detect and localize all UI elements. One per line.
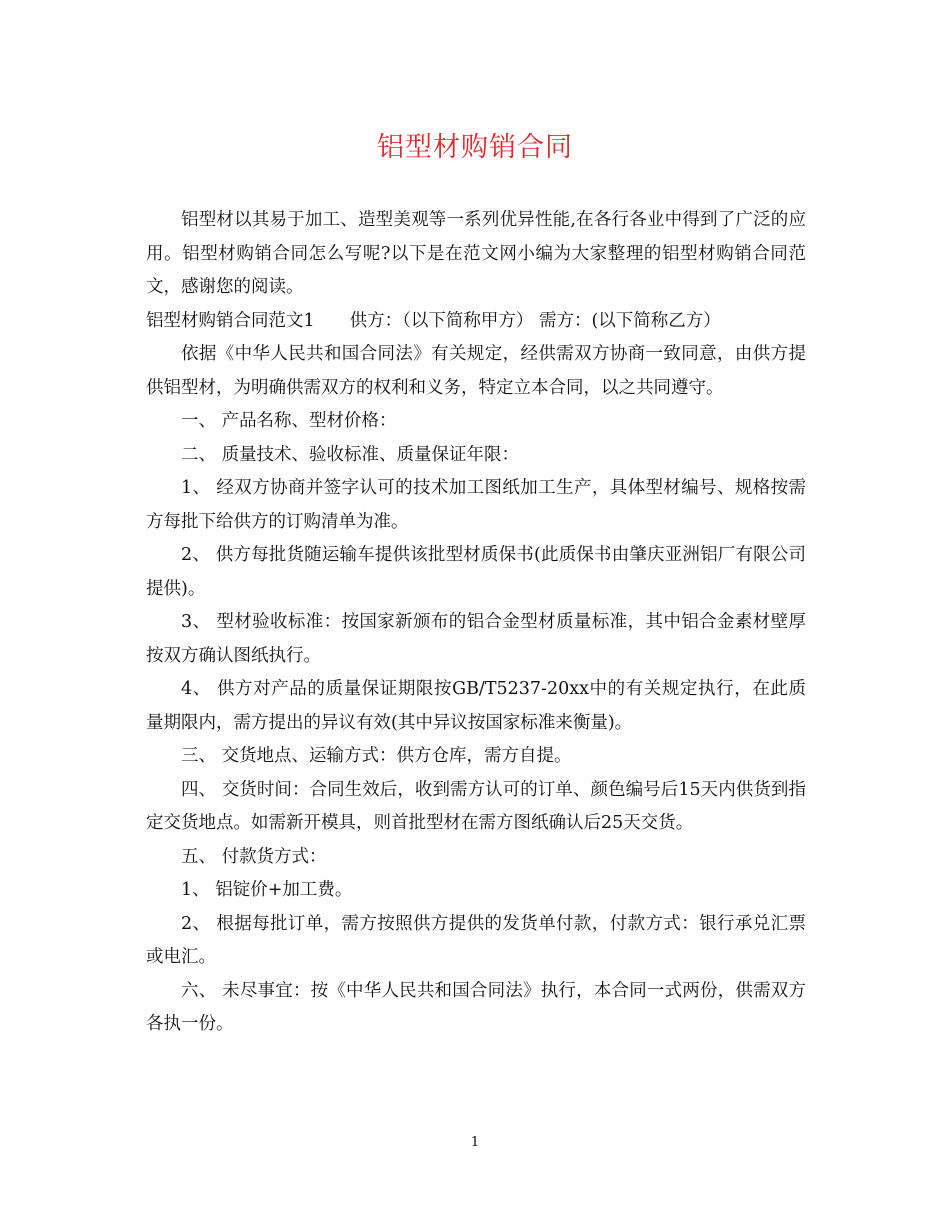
- paragraph-intro: 铝型材以其易于加工、造型美观等一系列优异性能,在各行各业中得到了广泛的应用。铝型材购销合同怎么写呢?以下是在范文网小编为大家整理的铝型材购销合同范文，感谢您的阅读。: [146, 210, 806, 297]
- paragraph-basis: 依据《中华人民共和国合同法》有关规定，经供需双方协商一致同意，由供方提供铝型材，为明确供需双方的权利和义务，特定立本合同，以之共同遵守。: [146, 344, 806, 398]
- section-heading-1: 一、 产品名称、型材价格：: [181, 411, 397, 431]
- document-title: 铝型材购销合同: [377, 132, 573, 163]
- page-number: 1: [470, 1135, 480, 1150]
- section-heading-4: 四、 交货时间：合同生效后，收到需方认可的订单、颜色编号后15天内供货到指定交货地点。如需新开模具，则首批型材在需方图纸确认后25天交货。: [146, 779, 806, 833]
- clause-2-4: 4、 供方对产品的质量保证期限按GB/T5237-20xx中的有关规定执行，在此质量期限内，需方提出的异议有效(其中异议按国家标准来衡量)。: [146, 679, 806, 733]
- section-heading-6: 六、 未尽事宜：按《中华人民共和国合同法》执行，本合同一式两份，供需双方各执一份。: [146, 980, 806, 1034]
- section-heading-2: 二、 质量技术、验收标准、质量保证年限：: [181, 444, 520, 465]
- document-body: [146, 204, 806, 1042]
- paragraph-parties: 铝型材购销合同范文1 供方：（以下简称甲方） 需方：(以下简称乙方）: [146, 310, 721, 331]
- clause-5-2: 2、 根据每批订单，需方按照供方提供的发货单付款，付款方式：银行承兑汇票或电汇。: [146, 913, 806, 967]
- clause-2-2: 2、 供方每批货随运输车提供该批型材质保书(此质保书由肇庆亚洲铝厂有限公司提供)。: [146, 545, 806, 599]
- section-heading-5: 五、 付款货方式：: [181, 846, 327, 867]
- clause-2-1: 1、 经双方协商并签字认可的技术加工图纸加工生产，具体型材编号、规格按需方每批下给供方的订购清单为准。: [146, 478, 806, 532]
- clause-2-3: 3、 型材验收标准：按国家新颁布的铝合金型材质量标准，其中铝合金素材壁厚按双方确认图纸执行。: [146, 612, 806, 666]
- clause-5-1: 1、 铝锭价+加工费。: [181, 880, 353, 900]
- section-heading-3: 三、 交货地点、运输方式：供方仓库，需方自提。: [181, 746, 572, 766]
